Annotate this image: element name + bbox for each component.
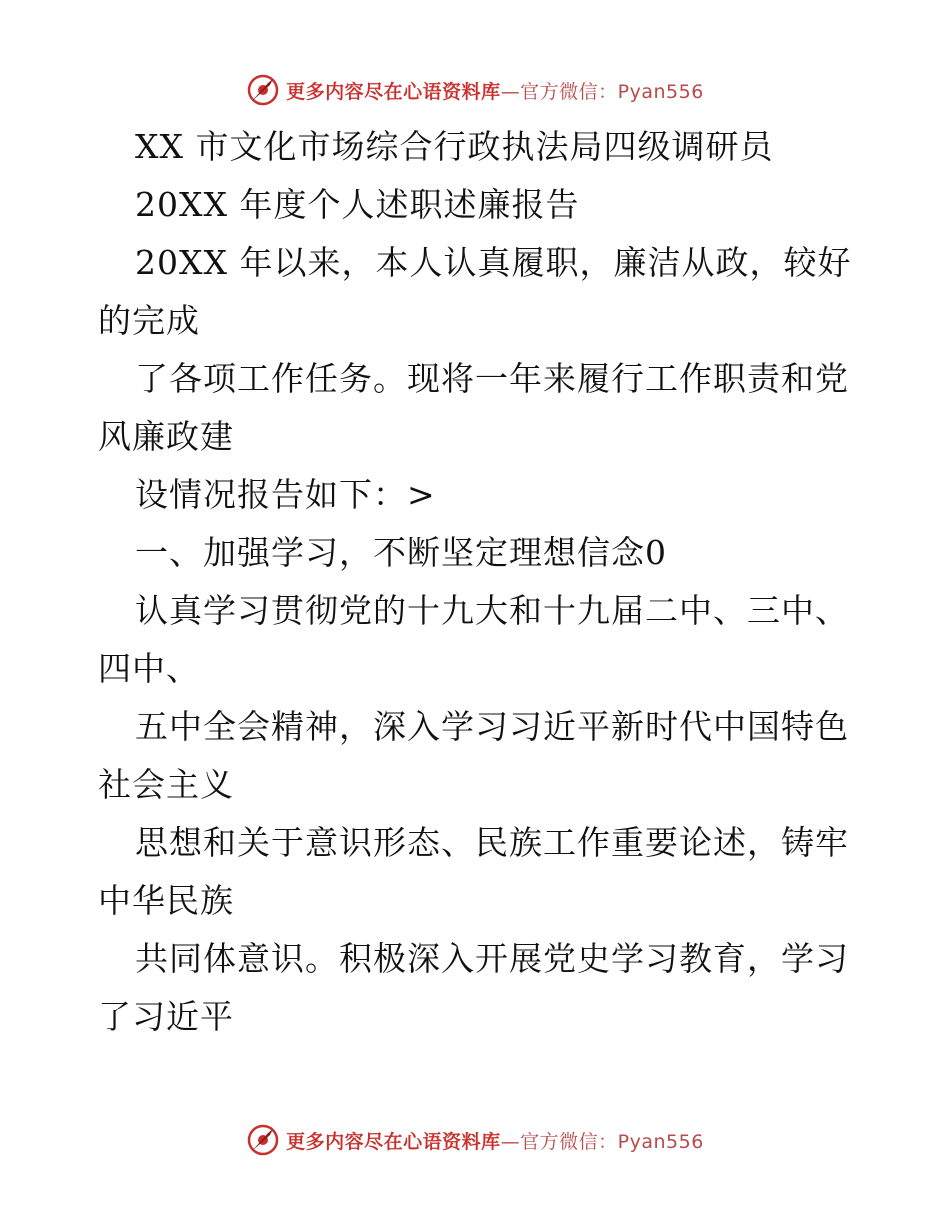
watermark-main-text: 更多内容尽在心语资料库 (286, 1130, 501, 1153)
paragraph-line: 共同体意识。积极深入开展党史学习教育，学习 (135, 939, 849, 978)
footer-watermark (0, 1120, 950, 1160)
quill-pen-logo-icon (246, 73, 280, 107)
paragraph-line: 四中、 (98, 649, 200, 688)
paragraph-line: 了习近平 (98, 997, 234, 1036)
paragraph-line: 认真学习贯彻党的十九大和十九届二中、三中、 (135, 591, 849, 630)
paragraph-line: 风廉政建 (98, 417, 234, 456)
section-heading: 一、加强学习，不断坚定理想信念0 (135, 533, 667, 572)
paragraph-line: 思想和关于意识形态、民族工作重要论述，铸牢 (135, 823, 849, 862)
watermark-wechat-text: 官方微信：Pyan556 (520, 80, 704, 103)
paragraph-line: 中华民族 (98, 881, 234, 920)
watermark-main-text: 更多内容尽在心语资料库 (286, 80, 501, 103)
paragraph-line: 五中全会精神，深入学习习近平新时代中国特色 (135, 707, 849, 746)
document-title-line-1: XX 市文化市场综合行政执法局四级调研员 (135, 127, 774, 166)
paragraph-line: 20XX 年以来，本人认真履职，廉洁从政，较好 (135, 243, 852, 282)
watermark-separator: — (500, 1130, 521, 1153)
watermark-separator: — (500, 80, 521, 103)
paragraph-line: 社会主义 (98, 765, 234, 804)
paragraph-line: 设情况报告如下：> (135, 475, 436, 514)
paragraph-line: 的完成 (98, 301, 200, 340)
quill-pen-logo-icon (246, 1123, 280, 1157)
watermark-wechat-text: 官方微信：Pyan556 (520, 1130, 704, 1153)
document-title-line-2: 20XX 年度个人述职述廉报告 (135, 185, 580, 224)
header-watermark (0, 70, 950, 110)
document-body (98, 118, 858, 1046)
paragraph-line: 了各项工作任务。现将一年来履行工作职责和党 (135, 359, 849, 398)
